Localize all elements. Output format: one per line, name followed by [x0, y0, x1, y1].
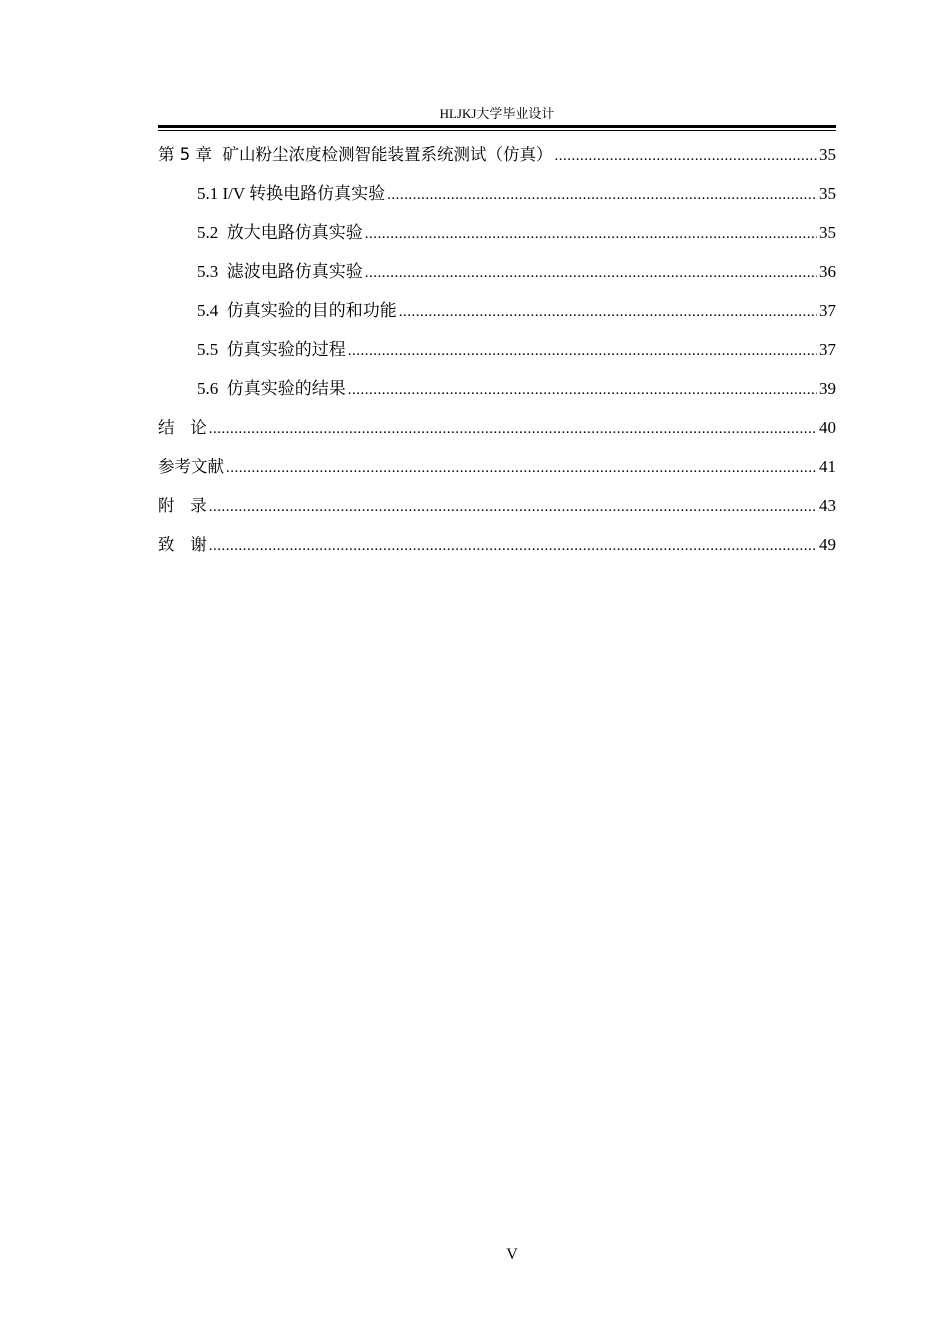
toc-entry-page: 36: [819, 262, 836, 281]
toc-entry-5-3[interactable]: [158, 259, 836, 298]
toc-entry-page: 35: [819, 145, 836, 164]
toc-entry-5-6[interactable]: [158, 376, 836, 415]
toc-entry-appendix[interactable]: [158, 493, 836, 532]
toc-entry-title: 结 论: [158, 418, 207, 437]
toc-dot-leader: [554, 143, 817, 169]
toc-entry-title: 5.6 仿真实验的结果: [197, 379, 346, 398]
toc-entry-5-4[interactable]: [158, 298, 836, 337]
toc-entry-page: 40: [819, 418, 836, 437]
toc-dot-leader: [399, 299, 817, 325]
toc-entry-title: 第 5 章 矿山粉尘浓度检测智能装置系统测试（仿真）: [158, 145, 553, 164]
toc-dot-leader: [348, 377, 817, 403]
toc-entry-title: 5.1 I/V 转换电路仿真实验: [197, 184, 386, 203]
toc-entry-acknowledgements[interactable]: [158, 532, 836, 571]
toc-dot-leader: [226, 455, 817, 481]
toc-entry-page: 43: [819, 496, 836, 515]
toc-dot-leader: [209, 533, 817, 559]
toc-dot-leader: [209, 416, 817, 442]
toc-entry-5-5[interactable]: [158, 337, 836, 376]
toc-entry-title: 5.4 仿真实验的目的和功能: [197, 301, 397, 320]
toc-entry-page: 41: [819, 457, 836, 476]
toc-dot-leader: [365, 221, 817, 247]
header-rule-thick: [158, 125, 836, 128]
toc-dot-leader: [387, 182, 817, 208]
toc-entry-title: 5.5 仿真实验的过程: [197, 340, 346, 359]
toc-entry-5-1[interactable]: [158, 181, 836, 220]
toc-entry-title: 附 录: [158, 496, 207, 515]
toc-entry-conclusion[interactable]: [158, 415, 836, 454]
table-of-contents: [158, 142, 836, 571]
toc-entry-chapter-5[interactable]: [158, 142, 836, 181]
toc-dot-leader: [209, 494, 817, 520]
toc-entry-title: 5.2 放大电路仿真实验: [197, 223, 363, 242]
toc-entry-page: 39: [819, 379, 836, 398]
toc-entry-page: 35: [819, 223, 836, 242]
toc-entry-title: 致 谢: [158, 535, 207, 554]
toc-entry-title: 参考文献: [158, 457, 224, 476]
toc-entry-page: 49: [819, 535, 836, 554]
header-rule-thin: [158, 130, 836, 131]
toc-entry-5-2[interactable]: [158, 220, 836, 259]
toc-entry-title: 5.3 滤波电路仿真实验: [197, 262, 363, 281]
toc-dot-leader: [348, 338, 817, 364]
toc-entry-page: 35: [819, 184, 836, 203]
toc-dot-leader: [365, 260, 817, 286]
toc-entry-references[interactable]: [158, 454, 836, 493]
page-header-title: HLJKJ大学毕业设计: [439, 106, 555, 121]
toc-entry-page: 37: [819, 340, 836, 359]
page-number: V: [506, 1246, 518, 1263]
toc-entry-page: 37: [819, 301, 836, 320]
